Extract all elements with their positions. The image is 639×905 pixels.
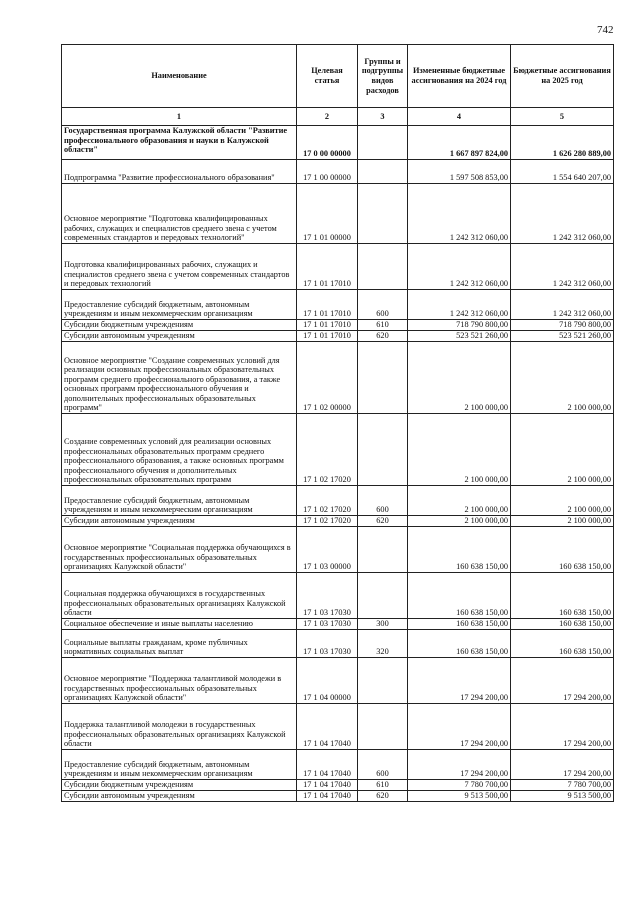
row-amount-2025: 160 638 150,00 xyxy=(511,573,614,619)
row-amount-2024: 2 100 000,00 xyxy=(408,342,511,414)
row-amount-2025: 2 100 000,00 xyxy=(511,486,614,516)
table-row xyxy=(62,160,614,184)
row-name: Субсидии бюджетным учреждениям xyxy=(62,320,297,331)
row-name: Основное мероприятие "Поддержка талантливой молодежи в государственных профессиональных образовательных организациях Калужской области" xyxy=(62,658,297,704)
row-name: Предоставление субсидий бюджетным, автономным учреждениям и иным некоммерческим организациям xyxy=(62,486,297,516)
header-expense-groups: Группы и подгруппы видов расходов xyxy=(358,45,408,108)
row-amount-2024: 523 521 260,00 xyxy=(408,331,511,342)
header-target-item: Целевая статья xyxy=(297,45,358,108)
row-expense-group xyxy=(358,244,408,290)
table-row xyxy=(62,414,614,486)
row-amount-2025: 1 242 312 060,00 xyxy=(511,184,614,244)
column-number: 5 xyxy=(511,108,614,126)
column-number: 3 xyxy=(358,108,408,126)
row-amount-2025: 9 513 500,00 xyxy=(511,791,614,802)
row-name: Предоставление субсидий бюджетным, автономным учреждениям и иным некоммерческим организациям xyxy=(62,750,297,780)
row-amount-2025: 1 626 280 889,00 xyxy=(511,126,614,160)
row-expense-group xyxy=(358,573,408,619)
page-number: 742 xyxy=(597,24,614,36)
header-row xyxy=(62,45,614,108)
row-amount-2024: 17 294 200,00 xyxy=(408,658,511,704)
row-expense-group: 600 xyxy=(358,750,408,780)
row-name: Создание современных условий для реализации основных профессиональных образовательных программ среднего профессионального образования, а также основных программ профессионального обучения и дополнительных профессиональных образовательных программ xyxy=(62,414,297,486)
row-target-item: 17 1 04 17040 xyxy=(297,791,358,802)
row-amount-2025: 2 100 000,00 xyxy=(511,516,614,527)
row-expense-group xyxy=(358,704,408,750)
row-name: Подпрограмма "Развитие профессионального образования" xyxy=(62,160,297,184)
row-expense-group xyxy=(358,414,408,486)
row-expense-group: 600 xyxy=(358,486,408,516)
row-amount-2025: 17 294 200,00 xyxy=(511,704,614,750)
row-amount-2025: 2 100 000,00 xyxy=(511,342,614,414)
row-target-item: 17 1 04 17040 xyxy=(297,704,358,750)
table-row xyxy=(62,780,614,791)
row-expense-group: 600 xyxy=(358,290,408,320)
row-expense-group: 300 xyxy=(358,619,408,630)
row-expense-group xyxy=(358,527,408,573)
row-name: Субсидии автономным учреждениям xyxy=(62,516,297,527)
column-number: 4 xyxy=(408,108,511,126)
table-row xyxy=(62,331,614,342)
row-expense-group xyxy=(358,126,408,160)
row-target-item: 17 1 04 17040 xyxy=(297,780,358,791)
row-expense-group: 320 xyxy=(358,630,408,658)
row-amount-2024: 1 242 312 060,00 xyxy=(408,290,511,320)
table-row xyxy=(62,658,614,704)
row-name: Государственная программа Калужской области "Развитие профессионального образования и науки в Калужской области" xyxy=(62,126,297,160)
table-row xyxy=(62,184,614,244)
row-amount-2025: 718 790 800,00 xyxy=(511,320,614,331)
row-target-item: 17 1 02 17020 xyxy=(297,486,358,516)
row-amount-2024: 9 513 500,00 xyxy=(408,791,511,802)
row-amount-2025: 1 242 312 060,00 xyxy=(511,244,614,290)
table-row xyxy=(62,791,614,802)
row-amount-2025: 2 100 000,00 xyxy=(511,414,614,486)
row-name: Подготовка квалифицированных рабочих, служащих и специалистов среднего звена с учетом современных стандартов и передовых технологий xyxy=(62,244,297,290)
row-amount-2024: 2 100 000,00 xyxy=(408,486,511,516)
row-expense-group: 610 xyxy=(358,320,408,331)
row-expense-group: 620 xyxy=(358,791,408,802)
row-amount-2025: 17 294 200,00 xyxy=(511,658,614,704)
row-expense-group xyxy=(358,184,408,244)
row-expense-group: 620 xyxy=(358,516,408,527)
row-name: Поддержка талантливой молодежи в государственных профессиональных образовательных организациях Калужской области xyxy=(62,704,297,750)
row-name: Социальная поддержка обучающихся в государственных профессиональных образовательных организациях Калужской области xyxy=(62,573,297,619)
row-amount-2024: 2 100 000,00 xyxy=(408,414,511,486)
row-amount-2024: 2 100 000,00 xyxy=(408,516,511,527)
row-amount-2024: 17 294 200,00 xyxy=(408,750,511,780)
table-row xyxy=(62,573,614,619)
table-row xyxy=(62,630,614,658)
row-target-item: 17 1 01 17010 xyxy=(297,290,358,320)
table-row xyxy=(62,619,614,630)
row-amount-2024: 1 242 312 060,00 xyxy=(408,244,511,290)
table-row xyxy=(62,244,614,290)
row-target-item: 17 1 00 00000 xyxy=(297,160,358,184)
row-amount-2024: 160 638 150,00 xyxy=(408,527,511,573)
row-target-item: 17 1 01 17010 xyxy=(297,320,358,331)
table-row xyxy=(62,320,614,331)
row-name: Социальные выплаты гражданам, кроме публичных нормативных социальных выплат xyxy=(62,630,297,658)
budget-table xyxy=(61,44,614,802)
row-name: Субсидии бюджетным учреждениям xyxy=(62,780,297,791)
table-row xyxy=(62,527,614,573)
row-target-item: 17 0 00 00000 xyxy=(297,126,358,160)
row-target-item: 17 1 04 17040 xyxy=(297,750,358,780)
table-row xyxy=(62,486,614,516)
row-amount-2025: 1 554 640 207,00 xyxy=(511,160,614,184)
row-amount-2024: 160 638 150,00 xyxy=(408,573,511,619)
header-allocations-2025: Бюджетные ассигнования на 2025 год xyxy=(511,45,614,108)
row-amount-2024: 718 790 800,00 xyxy=(408,320,511,331)
row-target-item: 17 1 04 00000 xyxy=(297,658,358,704)
table-row xyxy=(62,704,614,750)
row-amount-2025: 1 242 312 060,00 xyxy=(511,290,614,320)
row-expense-group xyxy=(358,160,408,184)
row-amount-2024: 7 780 700,00 xyxy=(408,780,511,791)
table-row xyxy=(62,516,614,527)
row-target-item: 17 1 01 17010 xyxy=(297,331,358,342)
row-amount-2025: 17 294 200,00 xyxy=(511,750,614,780)
row-amount-2024: 160 638 150,00 xyxy=(408,619,511,630)
table-row xyxy=(62,750,614,780)
row-target-item: 17 1 03 17030 xyxy=(297,573,358,619)
row-target-item: 17 1 03 17030 xyxy=(297,630,358,658)
row-amount-2025: 7 780 700,00 xyxy=(511,780,614,791)
row-expense-group xyxy=(358,342,408,414)
row-target-item: 17 1 02 17020 xyxy=(297,516,358,527)
row-name: Основное мероприятие "Социальная поддержка обучающихся в государственных профессиональных образовательных организациях Калужской области" xyxy=(62,527,297,573)
row-target-item: 17 1 03 00000 xyxy=(297,527,358,573)
row-target-item: 17 1 02 00000 xyxy=(297,342,358,414)
row-expense-group: 610 xyxy=(358,780,408,791)
header-name: Наименование xyxy=(62,45,297,108)
table-body xyxy=(62,126,614,802)
row-name: Субсидии автономным учреждениям xyxy=(62,791,297,802)
row-name: Субсидии автономным учреждениям xyxy=(62,331,297,342)
row-target-item: 17 1 03 17030 xyxy=(297,619,358,630)
row-amount-2024: 160 638 150,00 xyxy=(408,630,511,658)
table-row xyxy=(62,342,614,414)
table-row xyxy=(62,126,614,160)
row-amount-2024: 1 667 897 824,00 xyxy=(408,126,511,160)
row-target-item: 17 1 01 17010 xyxy=(297,244,358,290)
row-target-item: 17 1 01 00000 xyxy=(297,184,358,244)
table-row xyxy=(62,290,614,320)
column-number-row xyxy=(62,108,614,126)
row-amount-2025: 160 638 150,00 xyxy=(511,619,614,630)
header-changed-2024: Измененные бюджетные ассигнования на 2024 год xyxy=(408,45,511,108)
row-name: Основное мероприятие "Создание современных условий для реализации основных профессиональных образовательных программ среднего профессионального образования, а также основных программ профессионального обучения и дополнительных профессиональных образовательных программ" xyxy=(62,342,297,414)
row-amount-2024: 1 242 312 060,00 xyxy=(408,184,511,244)
row-name: Социальное обеспечение и иные выплаты населению xyxy=(62,619,297,630)
row-amount-2024: 17 294 200,00 xyxy=(408,704,511,750)
row-amount-2025: 160 638 150,00 xyxy=(511,630,614,658)
row-name: Основное мероприятие "Подготовка квалифицированных рабочих, служащих и специалистов среднего звена с учетом современных стандартов и передовых технологий" xyxy=(62,184,297,244)
column-number: 1 xyxy=(62,108,297,126)
row-amount-2025: 523 521 260,00 xyxy=(511,331,614,342)
row-target-item: 17 1 02 17020 xyxy=(297,414,358,486)
row-expense-group: 620 xyxy=(358,331,408,342)
row-expense-group xyxy=(358,658,408,704)
row-amount-2025: 160 638 150,00 xyxy=(511,527,614,573)
row-name: Предоставление субсидий бюджетным, автономным учреждениям и иным некоммерческим организациям xyxy=(62,290,297,320)
column-number: 2 xyxy=(297,108,358,126)
row-amount-2024: 1 597 508 853,00 xyxy=(408,160,511,184)
